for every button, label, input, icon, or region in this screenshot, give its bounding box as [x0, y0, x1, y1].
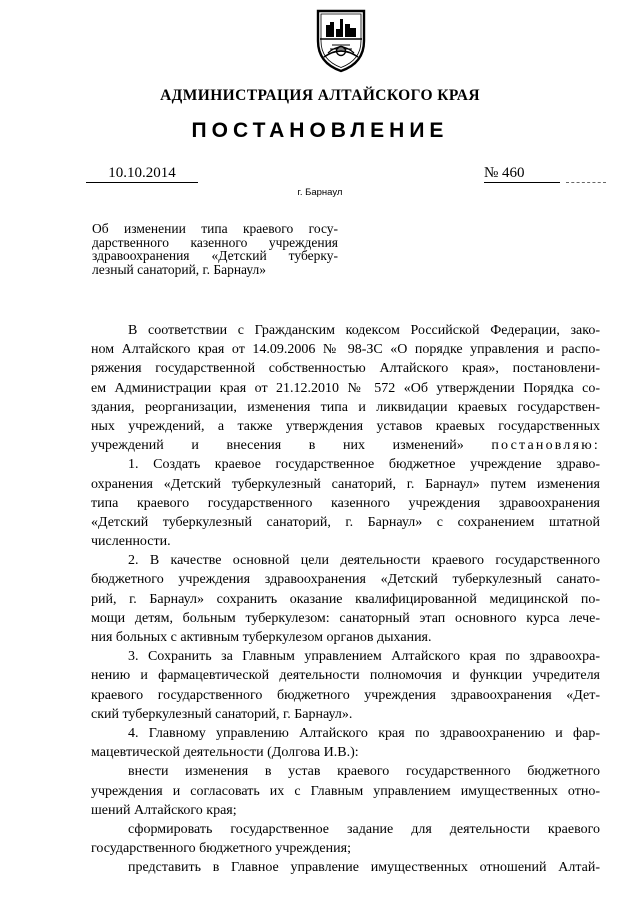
body-line: бюджетного учреждения здравоохранения «Детский туберкулезный санато-	[91, 572, 600, 588]
body-line: нению и фармацевтической деятельности полномочия и функции учредителя	[91, 668, 600, 684]
body-line: представить в Главное управление имущественных отношений Алтай-	[128, 860, 600, 876]
subject-line: Об изменении типа краевого госу-	[92, 221, 338, 236]
body-line: учреждения и согласовать их с Главным управлением имущественных отно-	[91, 783, 600, 799]
body-line: мощи детям, больным туберкулезом: санаторный этап основного курса лече-	[91, 610, 600, 626]
body-line: ния больных с активным туберкулезом органов дыхания.	[91, 630, 432, 645]
body-line-text: учреждений и внесения в них изменений»	[91, 438, 464, 454]
body-line: 4. Главному управлению Алтайского края по здравоохранению и фар-	[128, 725, 600, 741]
body-line: здания, реорганизации, изменения типа и ликвидации краевых государствен-	[91, 399, 600, 415]
subject-line: лезный санаторий, г. Барнаул»	[92, 261, 266, 277]
body-line: ряжения государственной собственностью Алтайского края», постановлени-	[91, 361, 600, 377]
org-name: АДМИНИСТРАЦИЯ АЛТАЙСКОГО КРАЯ	[160, 87, 480, 104]
body-line: ном Алтайского края от 14.09.2006 № 98-ЗС «О порядке управления и распо-	[91, 342, 600, 358]
body-line: рий, г. Барнаул» сохранить оказание квалифицированной медицинской по-	[91, 591, 600, 607]
subject-line: здравоохранения «Детский туберку-	[92, 248, 338, 263]
subject-line: дарственного казенного учреждения	[92, 234, 338, 250]
number-dash	[566, 182, 606, 183]
body-line: типа краевого государственного казенного учреждения здравоохранения	[91, 495, 600, 511]
document-body	[91, 321, 600, 877]
body-line: государственного бюджетного учреждения;	[91, 841, 351, 857]
body-line: «Детский туберкулезный санаторий, г. Барнаул» с сохранением штатной	[91, 514, 600, 530]
body-line: 2. В качестве основной цели деятельности краевого государственного	[128, 553, 600, 569]
body-line: В соответствии с Гражданским кодексом Российской Федерации, зако-	[128, 323, 600, 338]
body-line: 1. Создать краевое государственное бюджетное учреждение здраво-	[128, 457, 600, 473]
body-line: мацевтической деятельности (Долгова И.В.):	[91, 745, 359, 761]
coat-of-arms-icon	[306, 5, 376, 75]
document-subject	[92, 222, 338, 276]
body-line: краевого государственного бюджетного учреждения здравоохранения «Дет-	[91, 687, 600, 703]
body-line: ский туберкулезный санаторий, г. Барнаул».	[91, 706, 353, 722]
body-line: численности.	[91, 534, 171, 550]
body-line-resolve	[91, 436, 600, 455]
body-line: охранения «Детский туберкулезный санаторий, г. Барнаул» путем изменения	[91, 476, 600, 492]
doc-date: 10.10.2014	[86, 165, 198, 183]
resolve-word: постановляю:	[491, 438, 600, 454]
body-line: внести изменения в устав краевого государственного бюджетного	[128, 764, 600, 780]
body-line: сформировать государственное задание для деятельности краевого	[128, 821, 600, 837]
doc-number: № 460	[484, 165, 525, 181]
body-line: ных учреждений, а также утверждения уставов краевых государственных	[91, 418, 600, 434]
doc-number-block	[484, 165, 604, 182]
doc-type-title: ПОСТАНОВЛЕНИЕ	[191, 119, 449, 142]
number-underline	[484, 182, 560, 183]
body-line: ем Администрации края от 21.12.2010 № 572 «Об утверждении Порядка со-	[91, 380, 600, 396]
body-line: шений Алтайского края;	[91, 802, 237, 818]
city-name: г. Барнаул	[297, 187, 343, 198]
body-line: 3. Сохранить за Главным управлением Алтайского края по здравоохра-	[128, 649, 600, 665]
